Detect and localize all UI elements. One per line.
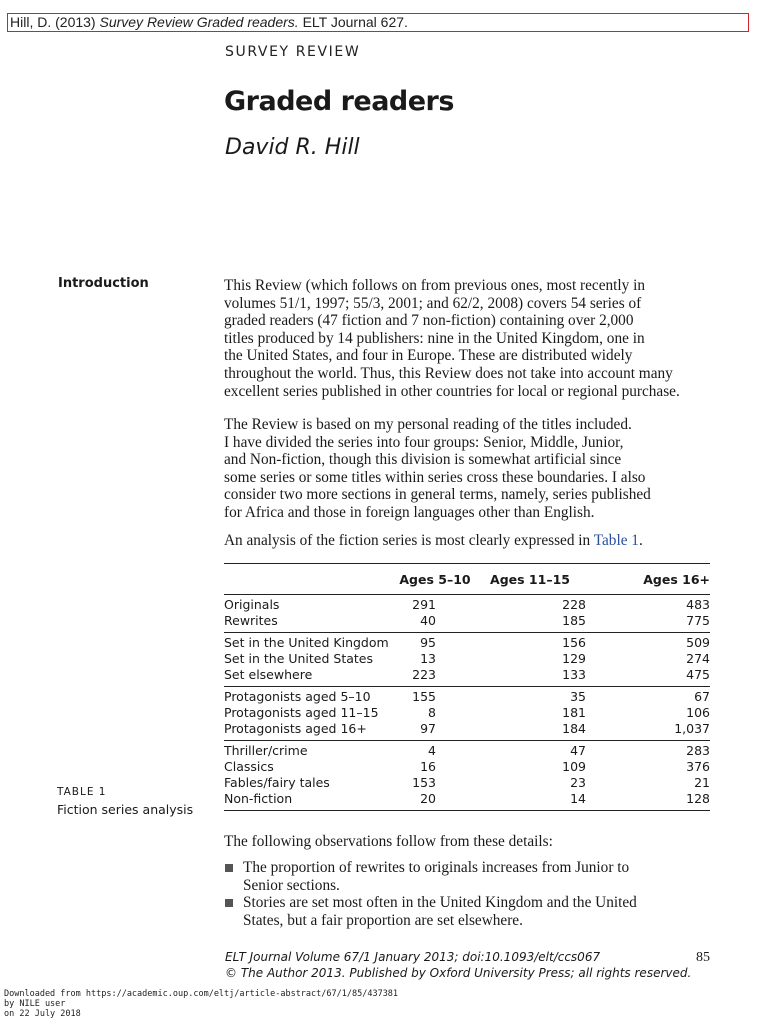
row-label: Thriller/crime (224, 743, 308, 758)
table-row (224, 775, 710, 791)
row-label: Protagonists aged 16+ (224, 721, 367, 736)
column-header: Ages 11–15 (490, 571, 570, 587)
article-author: David R. Hill (225, 135, 360, 160)
table-cell: 21 (694, 775, 710, 790)
table-cell: 185 (562, 613, 586, 628)
table-cell: 133 (562, 667, 586, 682)
table-row (224, 721, 710, 737)
text-line: titles produced by 14 publishers: nine in the United Kingdom, one in (224, 329, 645, 347)
table-cell: 20 (420, 791, 436, 806)
table-cell: 4 (428, 743, 436, 758)
row-label: Fables/fairy tales (224, 775, 330, 790)
text-line: Downloaded from https://academic.oup.com/eltj/article-abstract/67/1/85/437381 (4, 989, 399, 999)
text-line: for Africa and those in foreign languages other than English. (224, 503, 595, 521)
intro-paragraph-2 (224, 416, 724, 522)
table-row (224, 689, 710, 705)
text-line: some series or some titles within series cross these boundaries. I also (224, 468, 646, 486)
citation-box (7, 13, 749, 32)
table-cell: 1,037 (674, 721, 710, 736)
row-label: Set elsewhere (224, 667, 313, 682)
table-reference-link[interactable]: Table 1 (593, 532, 639, 549)
table-cell: 35 (570, 689, 586, 704)
table-row (224, 705, 710, 721)
table-cell: 775 (686, 613, 710, 628)
footer-copyright: © The Author 2013. Published by Oxford University Press; all rights reserved. (225, 966, 692, 980)
table-cell: 223 (412, 667, 436, 682)
row-label: Non-fiction (224, 791, 293, 806)
table-row-group (224, 595, 710, 633)
table-cell: 40 (420, 613, 436, 628)
citation-source: ELT Journal 627. (302, 14, 408, 30)
table-cell: 13 (420, 651, 436, 666)
table-cell: 8 (428, 705, 436, 720)
table-row-group (224, 741, 710, 811)
table-cell: 95 (420, 635, 436, 650)
table-row (224, 651, 710, 667)
table-cell: 509 (686, 635, 710, 650)
list-item (224, 859, 724, 894)
text-line: This Review (which follows on from previous ones, most recently in (224, 277, 646, 294)
table-cell: 128 (686, 791, 710, 806)
table-cell: 47 (570, 743, 586, 758)
footer-journal-info: ELT Journal Volume 67/1 January 2013; doi:10.1093/elt/ccs067 (225, 950, 601, 964)
table-cell: 97 (420, 721, 436, 736)
row-label: Protagonists aged 5–10 (224, 689, 371, 704)
paragraph-text: An analysis of the fiction series is most clearly expressed in (224, 532, 594, 549)
article-title: Graded readers (224, 86, 454, 117)
table-number-label: TABLE 1 (57, 786, 107, 798)
introduction-heading: Introduction (58, 276, 149, 291)
table-body (224, 595, 710, 811)
section-label: SURVEY REVIEW (225, 44, 361, 60)
row-label: Set in the United Kingdom (224, 635, 389, 650)
text-line: and Non-fiction, though this division is somewhat artificial since (224, 451, 622, 469)
table-cell: 14 (570, 791, 586, 806)
table-cell: 109 (562, 759, 586, 774)
text-line: the United States, and four in Europe. These are distributed widely (224, 347, 633, 365)
table-cell: 184 (562, 721, 586, 736)
table-cell: 67 (694, 689, 710, 704)
table-caption: Fiction series analysis (57, 802, 194, 817)
table-cell: 228 (562, 597, 586, 612)
download-stamp (4, 989, 398, 1019)
column-header: Ages 16+ (643, 571, 710, 587)
text-line: on 22 July 2018 (4, 1009, 81, 1019)
table-row-group (224, 633, 710, 687)
row-label: Originals (224, 597, 280, 612)
row-label: Set in the United States (224, 651, 373, 666)
table-header-row (224, 564, 710, 595)
list-item (224, 894, 724, 929)
table-cell: 16 (420, 759, 436, 774)
citation-year: (2013) (55, 14, 96, 30)
table-row (224, 743, 710, 759)
table-cell: 283 (686, 743, 710, 758)
table-cell: 155 (412, 689, 436, 704)
row-label: Classics (224, 759, 274, 774)
table-cell: 291 (412, 597, 436, 612)
table-cell: 475 (686, 667, 710, 682)
table-cell: 483 (686, 597, 710, 612)
table-cell: 23 (570, 775, 586, 790)
table-row (224, 635, 710, 651)
page-number: 85 (696, 950, 710, 965)
fiction-analysis-table (224, 563, 710, 811)
intro-paragraph-3 (224, 532, 724, 550)
text-line: I have divided the series into four groups: Senior, Middle, Junior, (224, 433, 624, 451)
text-line: excellent series published in other countries for local or regional purchase. (224, 382, 680, 400)
table-cell: 106 (686, 705, 710, 720)
row-label: Protagonists aged 11–15 (224, 705, 379, 720)
table-row (224, 597, 710, 613)
text-line: The proportion of rewrites to originals increases from Junior to (243, 859, 630, 876)
column-header: Ages 5–10 (399, 571, 471, 587)
table-cell: 156 (562, 635, 586, 650)
text-line: The Review is based on my personal reading of the titles included. (224, 416, 632, 433)
citation-title: Survey Review Graded readers. (99, 14, 299, 30)
text-line: Stories are set most often in the United Kingdom and the United (243, 894, 637, 912)
text-line: States, but a fair proportion are set elsewhere. (243, 911, 523, 929)
table-cell: 129 (562, 651, 586, 666)
table-row (224, 667, 710, 683)
table-row (224, 613, 710, 629)
table-cell: 376 (686, 759, 710, 774)
row-label: Rewrites (224, 613, 278, 628)
observations-intro: The following observations follow from these details: (224, 833, 553, 850)
table-row (224, 759, 710, 775)
square-bullet-icon (225, 899, 233, 907)
intro-paragraph-1 (224, 277, 724, 400)
text-line: throughout the world. Thus, this Review does not take into account many (224, 364, 673, 382)
text-line: by NILE user (4, 999, 66, 1009)
text-line: Senior sections. (243, 876, 340, 894)
observations-list (224, 859, 724, 929)
square-bullet-icon (225, 864, 233, 872)
text-line: volumes 51/1, 1997; 55/3, 2001; and 62/2, 2008) covers 54 series of (224, 294, 642, 312)
table-cell: 153 (412, 775, 436, 790)
table-row (224, 791, 710, 807)
text-line: graded readers (47 fiction and 7 non-fiction) containing over 2,000 (224, 312, 634, 330)
paragraph-end: . (638, 532, 643, 549)
citation-author: Hill, D. (10, 14, 52, 30)
table-row-group (224, 687, 710, 741)
table-cell: 181 (562, 705, 586, 720)
table-cell: 274 (686, 651, 710, 666)
text-line: consider two more sections in general terms, namely, series published (224, 486, 651, 504)
